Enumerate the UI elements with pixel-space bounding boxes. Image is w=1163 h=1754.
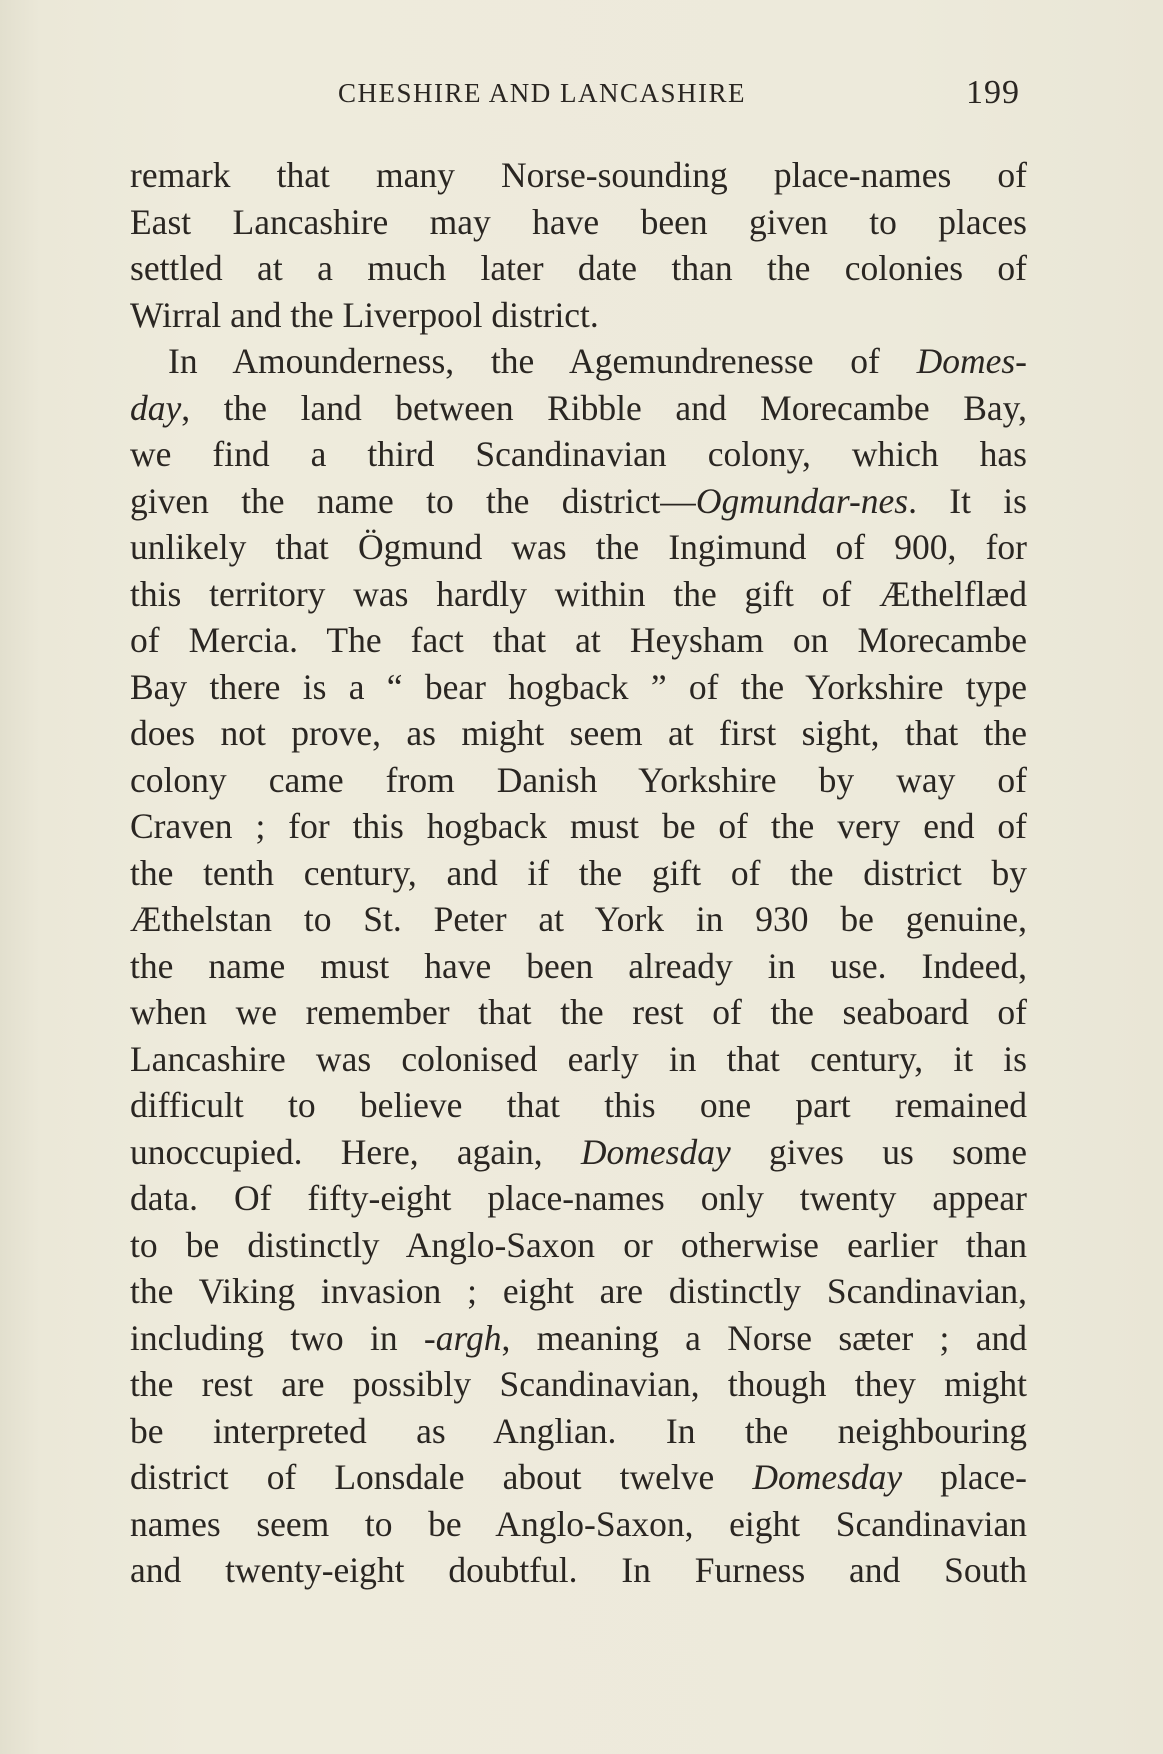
italic-text: Ogmundar-nes xyxy=(695,480,909,521)
text-run: does not prove, as might seem at first sight, that the xyxy=(130,713,1027,753)
italic-text: Domesday xyxy=(752,1457,903,1497)
text-line xyxy=(130,245,1027,292)
text-run: when we remember that the rest of the seaboard of xyxy=(130,992,1027,1032)
text-line xyxy=(130,1408,1027,1455)
italic-text: Domesday xyxy=(580,1131,731,1172)
text-run: Lancashire was colonised early in that century, it is xyxy=(130,1038,1027,1079)
italic-text: Domes- xyxy=(916,341,1027,381)
text-run: place- xyxy=(902,1457,1027,1497)
text-run: names seem to be Anglo-Saxon, eight Scandinavian xyxy=(130,1503,1027,1544)
text-run: of Mercia. The fact that at Heysham on Morecambe xyxy=(130,620,1027,660)
text-run: the name must have been already in use. Indeed, xyxy=(130,945,1027,986)
text-run: unlikely that Ögmund was the Ingimund of 900, for xyxy=(130,527,1027,567)
text-line xyxy=(130,1454,1027,1501)
text-run: and twenty-eight doubtful. In Furness and South xyxy=(130,1550,1027,1590)
text-line xyxy=(130,1361,1027,1408)
text-run: , the land between Ribble and Morecambe Bay, xyxy=(181,387,1027,428)
text-line xyxy=(130,1222,1027,1269)
text-run: . It is xyxy=(908,480,1027,521)
text-run: district of Lonsdale about twelve xyxy=(130,1457,753,1497)
text-line xyxy=(130,524,1027,571)
text-line xyxy=(130,710,1027,757)
text-run: to be distinctly Anglo-Saxon or otherwise earlier than xyxy=(130,1224,1027,1265)
text-line xyxy=(130,338,1027,385)
text-run: given the name to the district— xyxy=(130,480,696,521)
text-line xyxy=(130,1129,1027,1176)
text-run: be interpreted as Anglian. In the neighbouring xyxy=(130,1410,1027,1451)
text-run: gives us some xyxy=(730,1131,1027,1172)
text-line xyxy=(130,943,1027,990)
italic-text: day xyxy=(130,387,182,428)
text-line xyxy=(130,757,1027,804)
text-line xyxy=(130,199,1027,246)
text-run: this territory was hardly within the gift of Æthelflæd xyxy=(130,573,1027,614)
text-line xyxy=(130,1082,1027,1129)
text-run: the tenth century, and if the gift of the district by xyxy=(130,852,1027,893)
text-line xyxy=(130,617,1027,664)
text-line xyxy=(130,385,1027,432)
text-line xyxy=(130,989,1027,1036)
text-line xyxy=(130,803,1027,850)
text-run: colony came from Danish Yorkshire by way of xyxy=(130,759,1027,800)
text-run: East Lancashire may have been given to places xyxy=(130,201,1027,242)
text-run: remark that many Norse-sounding place-names of xyxy=(130,155,1027,195)
text-line xyxy=(130,152,1027,199)
text-run: Wirral and the Liverpool district. xyxy=(130,294,599,335)
text-run: data. Of fifty-eight place-names only twenty appear xyxy=(130,1178,1027,1218)
text-line xyxy=(130,1268,1027,1315)
text-line xyxy=(130,571,1027,618)
text-run: including two in xyxy=(130,1317,424,1358)
page-number: 199 xyxy=(966,74,1020,111)
text-line xyxy=(130,896,1027,943)
text-run: Craven ; for this hogback must be of the very end of xyxy=(130,806,1027,846)
text-line xyxy=(130,1547,1027,1594)
text-line xyxy=(130,1501,1027,1548)
text-run: the Viking invasion ; eight are distinctly Scandinavian, xyxy=(130,1271,1027,1311)
text-run: we find a third Scandinavian colony, which has xyxy=(130,434,1027,474)
text-run: unoccupied. Here, again, xyxy=(130,1131,581,1172)
text-line xyxy=(130,478,1027,525)
running-head xyxy=(0,74,1163,118)
italic-text: -argh xyxy=(423,1317,502,1358)
text-run: the rest are possibly Scandinavian, though they might xyxy=(130,1364,1027,1404)
text-line xyxy=(130,1036,1027,1083)
running-title: CHESHIRE AND LANCASHIRE xyxy=(338,78,747,108)
text-run: difficult to believe that this one part remained xyxy=(130,1085,1027,1125)
text-run: In Amounderness, the Agemundrenesse of xyxy=(168,341,917,381)
text-run: , meaning a Norse sæter ; and xyxy=(501,1317,1027,1358)
text-line xyxy=(130,664,1027,711)
body-text xyxy=(130,152,1027,1594)
text-line xyxy=(130,1315,1027,1362)
text-run: Bay there is a “ bear hogback ” of the Yorkshire type xyxy=(130,666,1027,707)
text-line xyxy=(130,292,1027,339)
text-line xyxy=(130,1175,1027,1222)
text-run: Æthelstan to St. Peter at York in 930 be genuine, xyxy=(130,899,1027,939)
text-line xyxy=(130,431,1027,478)
text-line xyxy=(130,850,1027,897)
text-run: settled at a much later date than the colonies of xyxy=(130,248,1027,288)
